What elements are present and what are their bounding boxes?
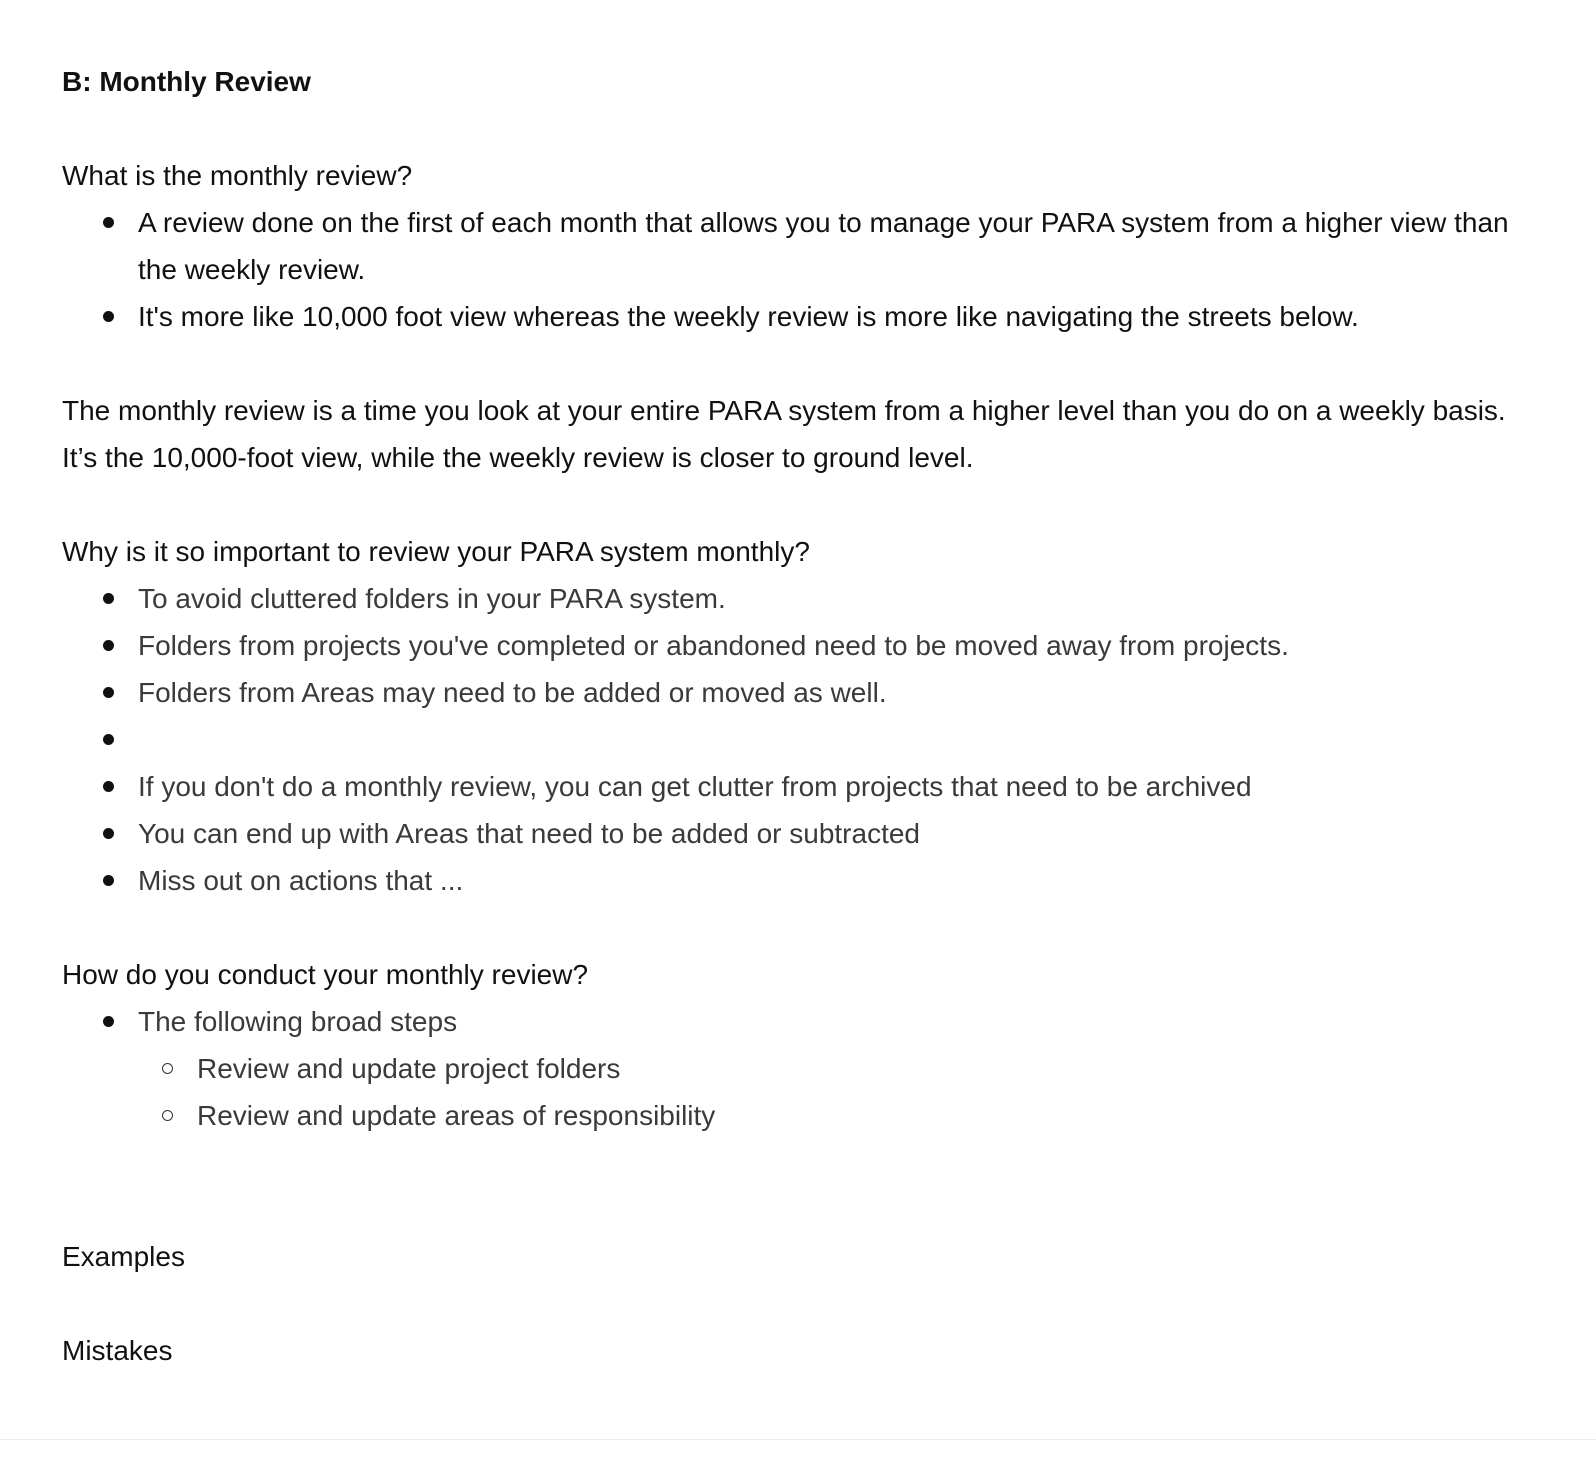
spacer bbox=[62, 340, 1542, 387]
how-question: How do you conduct your monthly review? bbox=[62, 959, 589, 990]
list-item-text: You can end up with Areas that need to be added or subtracted bbox=[138, 818, 920, 849]
spacer bbox=[62, 105, 1542, 152]
list-item bbox=[62, 857, 1542, 904]
why-question: Why is it so important to review your PARA system monthly? bbox=[62, 536, 810, 567]
list-item-text: It's more like 10,000 foot view whereas the weekly review is more like navigating the streets below. bbox=[138, 301, 1359, 332]
spacer bbox=[62, 904, 1542, 951]
bullet-icon bbox=[103, 1016, 114, 1027]
document-body bbox=[62, 58, 1542, 1374]
bullet-icon bbox=[103, 875, 114, 886]
what-list bbox=[62, 199, 1542, 340]
bullet-icon bbox=[103, 781, 114, 792]
divider bbox=[0, 1439, 1596, 1440]
bullet-icon bbox=[103, 311, 114, 322]
what-question: What is the monthly review? bbox=[62, 160, 413, 191]
circle-bullet-icon bbox=[162, 1110, 173, 1121]
list-item-text: Folders from Areas may need to be added or moved as well. bbox=[138, 677, 887, 708]
list-item-text: If you don't do a monthly review, you can get clutter from projects that need to be archived bbox=[138, 771, 1252, 802]
why-list bbox=[62, 575, 1542, 904]
bullet-icon bbox=[103, 640, 114, 651]
intro-paragraph: The monthly review is a time you look at your entire PARA system from a higher level than you do on a weekly basis. It’s the 10,000-foot view, while the weekly review is closer to ground level. bbox=[62, 395, 1506, 473]
list-item-text: A review done on the first of each month that allows you to manage your PARA system from a higher view than the weekly review. bbox=[138, 207, 1509, 285]
list-item bbox=[62, 669, 1542, 716]
list-item bbox=[62, 575, 1542, 622]
list-item-empty bbox=[62, 716, 1542, 763]
spacer bbox=[62, 481, 1542, 528]
list-item bbox=[62, 293, 1542, 340]
sub-list-item-text: Review and update areas of responsibility bbox=[197, 1100, 716, 1131]
bullet-icon bbox=[103, 217, 114, 228]
how-sub-list bbox=[62, 1045, 1542, 1139]
list-item-text: Folders from projects you've completed or abandoned need to be moved away from projects. bbox=[138, 630, 1289, 661]
sub-list-item bbox=[62, 1092, 1542, 1139]
bullet-icon bbox=[103, 687, 114, 698]
bullet-icon bbox=[103, 828, 114, 839]
list-item bbox=[62, 763, 1542, 810]
mistakes-heading: Mistakes bbox=[62, 1335, 173, 1366]
spacer bbox=[62, 1139, 1542, 1233]
list-item-text: The following broad steps bbox=[138, 1006, 458, 1037]
spacer bbox=[62, 1280, 1542, 1327]
document-title: B: Monthly Review bbox=[62, 66, 311, 97]
list-item bbox=[62, 199, 1542, 293]
sub-list-item bbox=[62, 1045, 1542, 1092]
list-item-text: Miss out on actions that ... bbox=[138, 865, 464, 896]
bullet-icon bbox=[103, 734, 114, 745]
list-item-text: To avoid cluttered folders in your PARA system. bbox=[138, 583, 726, 614]
bullet-icon bbox=[103, 593, 114, 604]
list-item bbox=[62, 998, 1542, 1045]
list-item bbox=[62, 622, 1542, 669]
sub-list-item-text: Review and update project folders bbox=[197, 1053, 621, 1084]
examples-heading: Examples bbox=[62, 1241, 185, 1272]
list-item bbox=[62, 810, 1542, 857]
circle-bullet-icon bbox=[162, 1063, 173, 1074]
how-list bbox=[62, 998, 1542, 1045]
